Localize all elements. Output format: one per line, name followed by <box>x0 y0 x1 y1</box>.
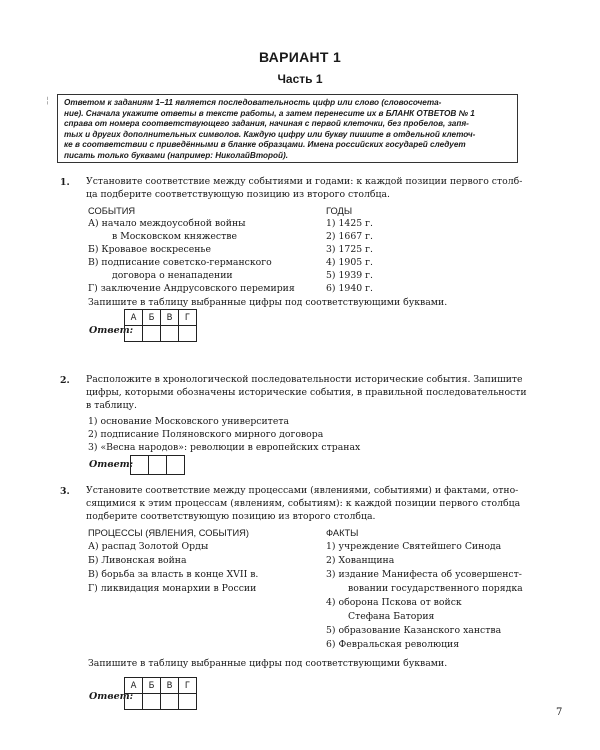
q1-answer-cell[interactable] <box>143 326 161 342</box>
q3-fact-2: 2) Хованщина <box>326 555 395 566</box>
margin-mark: ¦ <box>46 96 50 106</box>
q3-text: Установите соответствие между процессами (явлениями, событиями) и фактами, отно- <box>86 485 519 496</box>
q3-fact-6: 6) Февральская революция <box>326 639 460 650</box>
q2-answer-cell[interactable] <box>166 455 185 475</box>
instruction-line: справа от номера соответствующего задания, начиная с первой клеточки, без пробелов, запя- <box>64 119 469 129</box>
q1-option-v: В) подписание советско-германского <box>88 257 272 268</box>
q3-text: подберите соответствующую позицию из второго столбца. <box>86 511 376 522</box>
q1-year-1: 1) 1425 г. <box>326 218 373 229</box>
q1-answer-label: Ответ: <box>89 325 134 336</box>
q3-fact-4-cont: Стефана Батория <box>348 611 435 622</box>
q1-answer-table <box>124 309 197 342</box>
q1-answer-cell[interactable] <box>125 326 143 342</box>
q3-note: Запишите в таблицу выбранные цифры под соответствующими буквами. <box>88 658 448 669</box>
q1-year-6: 6) 1940 г. <box>326 283 373 294</box>
q2-text: в таблицу. <box>86 400 137 411</box>
q2-answer-boxes <box>131 455 185 475</box>
q1-option-b: Б) Кровавое воскресенье <box>88 244 211 255</box>
q3-left-header: ПРОЦЕССЫ (ЯВЛЕНИЯ, СОБЫТИЯ) <box>88 528 249 538</box>
q1-option-g: Г) заключение Андрусовского перемирия <box>88 283 295 294</box>
q1-option-v-cont: договора о ненападении <box>112 270 233 281</box>
q1-note: Запишите в таблицу выбранные цифры под соответствующими буквами. <box>88 297 448 308</box>
q3-answer-cell[interactable] <box>161 694 179 710</box>
q1-letter-cell: В <box>161 310 179 326</box>
q1-year-3: 3) 1725 г. <box>326 244 373 255</box>
q2-item-3: 3) «Весна народов»: революции в европейских странах <box>88 442 361 453</box>
q3-answer-cell[interactable] <box>143 694 161 710</box>
q3-option-g: Г) ликвидация монархии в России <box>88 583 257 594</box>
q3-letter-cell: В <box>161 678 179 694</box>
q2-item-1: 1) основание Московского университета <box>88 416 290 427</box>
question-3-number: 3. <box>60 486 70 497</box>
q3-option-v: В) борьба за власть в конце XVII в. <box>88 569 259 580</box>
instruction-line: писать только буквами (например: НиколайВторой). <box>64 150 289 160</box>
q1-option-a: А) начало междоусобной войны <box>88 218 246 229</box>
q1-right-header: ГОДЫ <box>326 206 353 216</box>
page-number: 7 <box>556 707 563 718</box>
q2-answer-label: Ответ: <box>89 459 134 470</box>
q3-option-b: Б) Ливонская война <box>88 555 187 566</box>
q3-letter-cell: Б <box>143 678 161 694</box>
q1-year-5: 5) 1939 г. <box>326 270 373 281</box>
q1-left-header: СОБЫТИЯ <box>88 206 136 216</box>
q1-letter-cell: А <box>125 310 143 326</box>
q3-answer-table <box>124 677 197 710</box>
part-title: Часть 1 <box>277 72 323 86</box>
q3-letter-cell: Г <box>179 678 197 694</box>
q1-year-2: 2) 1667 г. <box>326 231 373 242</box>
q2-text: Расположите в хронологической последовательности исторические события. Запишите <box>86 374 523 385</box>
q1-letter-cell: Б <box>143 310 161 326</box>
q1-answer-cell[interactable] <box>179 326 197 342</box>
page-title: ВАРИАНТ 1 <box>258 49 342 65</box>
q3-answer-cell[interactable] <box>125 694 143 710</box>
q2-answer-cell[interactable] <box>130 455 149 475</box>
q3-fact-3: 3) издание Манифеста об усовершенст- <box>326 569 522 580</box>
q1-option-a-cont: в Московском княжестве <box>112 231 237 242</box>
q1-year-4: 4) 1905 г. <box>326 257 373 268</box>
question-1-number: 1. <box>60 177 70 188</box>
q3-fact-5: 5) образование Казанского ханства <box>326 625 502 636</box>
q3-answer-cell[interactable] <box>179 694 197 710</box>
q1-letter-cell: Г <box>179 310 197 326</box>
q3-fact-4: 4) оборона Пскова от войск <box>326 597 462 608</box>
instruction-line: тых и других дополнительных символов. Каждую цифру или букву пишите в отдельной клеточ- <box>64 129 476 139</box>
q3-right-header: ФАКТЫ <box>326 528 359 538</box>
q2-text: цифры, которыми обозначены исторические события, в правильной последовательности <box>86 387 527 398</box>
q1-text: Установите соответствие между событиями и годами: к каждой позиции первого столб- <box>86 176 523 187</box>
q1-answer-cell[interactable] <box>161 326 179 342</box>
instructions-box <box>57 94 518 163</box>
q3-letter-cell: А <box>125 678 143 694</box>
instruction-line: ке в соответствии с приведёнными в бланке образцами. Имена российских государей следует <box>64 140 466 150</box>
q2-answer-cell[interactable] <box>148 455 167 475</box>
q2-item-2: 2) подписание Поляновского мирного договора <box>88 429 324 440</box>
instruction-line: Ответом к заданиям 1–11 является последовательность цифр или слово (словосочета- <box>64 98 442 107</box>
q1-text: ца подберите соответствующую позицию из второго столбца. <box>86 189 390 200</box>
q3-text: сящимися к этим процессам (явлениям, событиям): к каждой позиции первого столбца <box>86 498 521 509</box>
q3-fact-1: 1) учреждение Святейшего Синода <box>326 541 502 552</box>
q3-answer-label: Ответ: <box>89 691 134 702</box>
instruction-line: ние). Сначала укажите ответы в тексте работы, а затем перенесите их в БЛАНК ОТВЕТОВ № 1 <box>64 108 475 118</box>
question-2-number: 2. <box>60 375 70 386</box>
q3-fact-3-cont: вовании государственного порядка <box>348 583 523 594</box>
q3-option-a: А) распад Золотой Орды <box>88 541 209 552</box>
